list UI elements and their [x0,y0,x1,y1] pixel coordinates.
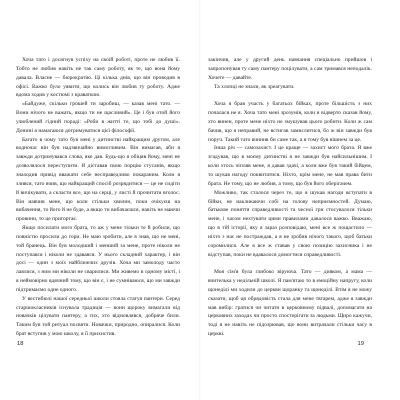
paragraph: «Байдуже, скільки грошей ти заробиш, — казав мені тато. — Вони нічого не важать, якщо ти не щасливий». Це і був отой його улюблений гідний пораді: «Роби в житті те, що тобі до душі». Донині я намагаюся дотримуватися цієї філософії. [16,101,180,134]
paragraph: закінчив, але у другий день навчання спеціально прийшов і запропонував ту саму пантеру поцілувати, а сам тримався неподалік. Хочете — давайте. [208,57,372,81]
paragraph: Можливо, так сталося через те, що я шукав нагоди вступати в бійки, не накликаючи собі на голову неприємностей. Думаю, батькове поняття справедливості та чесної гри стосувалося тільки мене, і часом нехтувати цими правилами давалося важко. Вважаю, що в тій історії, яку я зараз розповідаю, мені все ж пощастило — ніхто з нас не постраждав, а я не зробив нічого такого, щоб батьки соромилися. Але я все ж ставав у свою позицію захисника і не відступав, поки не вдавалося домогтися справедливості. [208,189,372,258]
paragraph: У вестибюлі нашої середньої школи стояла статуя пантери. Серед старшокласників існувала традиція — вони щороку вимагали від новачків цілувати пантеру, а тих, хто відмовлявся, добряче били. Таким був той ритуал посвяти. Новачки, природно, опиралися. Коли брат вступив у мою школу, я її прихистив. [16,295,180,338]
right-page [208,56,372,400]
paragraph: Багато в чому тато був мені у дитинстві найкращим другом, але водночас він був надзвичайно вимогливим. Він вимагав, аби я завжди дотримувався слова, яке дав. Будь-що я обіцяв йому, мені не дозволялося переступити. Я діставав свою порцію стусанів, якщо знаходив привід вважати себе несправедливо покараним. Коли я злився, тато вчив, що найкращий спосіб розрядитися — це не сидіти й вичікувати, а скласти все, що на серці, у листі й прочитати вголос. Він навчив мене, що коли стільки хвилин, поки очікуєш на вибачення, то його й не буде, а якщо ти вибачаєшся, навіть не маючи провини, то це пригортає. [16,136,180,223]
paragraph: Моя сім'я була глибоко віруюча. Тато — дияком, а мама — вчителька у недільній школі. Я пам'ятаю то в емоційну напругу, коли щонеділі ми ходили до церкви щоранку та щонеділі. Втім я не можу сказати, щоб ця обрядовість стала для мене тягарем, адже я завжди мав вибір: гратися чи читати в церковному підвалі, допомагати на церковних заходах чи просто спостерігати за людьми. Щиро кажучи, тоді я не навіть не підозрював, що вони витрачали стільки часу в церкві. [208,269,372,338]
page-number: 19 [357,341,364,347]
paragraph: Хоча тато і досягнув успіху на своїй роботі, проте не любив її. Тобто не любив навіть не так саму роботу, як те, що вона йому давала. Власне — бюрократію. Ці кілька днів, що він проводив в офісі. Важко було уявити, що колись він любив ту роботу. Адже вдома ходив у костюмі з краваткою. [16,57,180,99]
paragraph: Та хлопці не знали, як зреагувати. [214,83,295,90]
page-number: 18 [17,341,24,347]
paragraph: Якщо посилати мого брата, то аж у мене тільки те й робили, що повністю просили до гори. Не маю зробити, але я знав, що не мені, той бранець. Він був молодший і менший за мене, проте ніколи не поступався і ніколи не здавався. У нього складний характер, і він досі — один з моїх найближчих друзів. Хоча ми замолоду часто лаялися, з ним ми ніколи не сварилися. Ми живемо в одному місті, і я неймовірно вдячний тому, що він є, і не сумніваюся, що ми завжди підтримаємо одне одного. [16,225,180,293]
left-page [16,56,180,400]
right-page-body [208,56,372,338]
paragraph: Інша річ — самозахист. І це краще — захист мого брата. Я вже згадував, що в моєму дитинстві я не завжди був найсильнішим. І коли хтось чіпляв мене, я давав здачі, а коли вже був такий бійцем, то шукав нагоду поквитатися. Ніхто, крім мене, не мав права бити брата. Не тому, що не любив, а тому, що був його оберігачем. [208,145,372,187]
page-gutter [199,0,201,400]
left-page-body [16,56,180,338]
paragraph: Хоча я брав участь у багатьох бійках, проте більшість з них почалася не я. Хоча тато мені зрозумів, коли я відверто сказав йому, хто винен, проте мене ніхто не змушував цього робити. Коли ж сам бачив, що я неправий, не встигав замислитися, бо ж він завжди був поруч. Такий тато вчинив би саме так, а я тому був вішнем за це. [208,101,372,143]
